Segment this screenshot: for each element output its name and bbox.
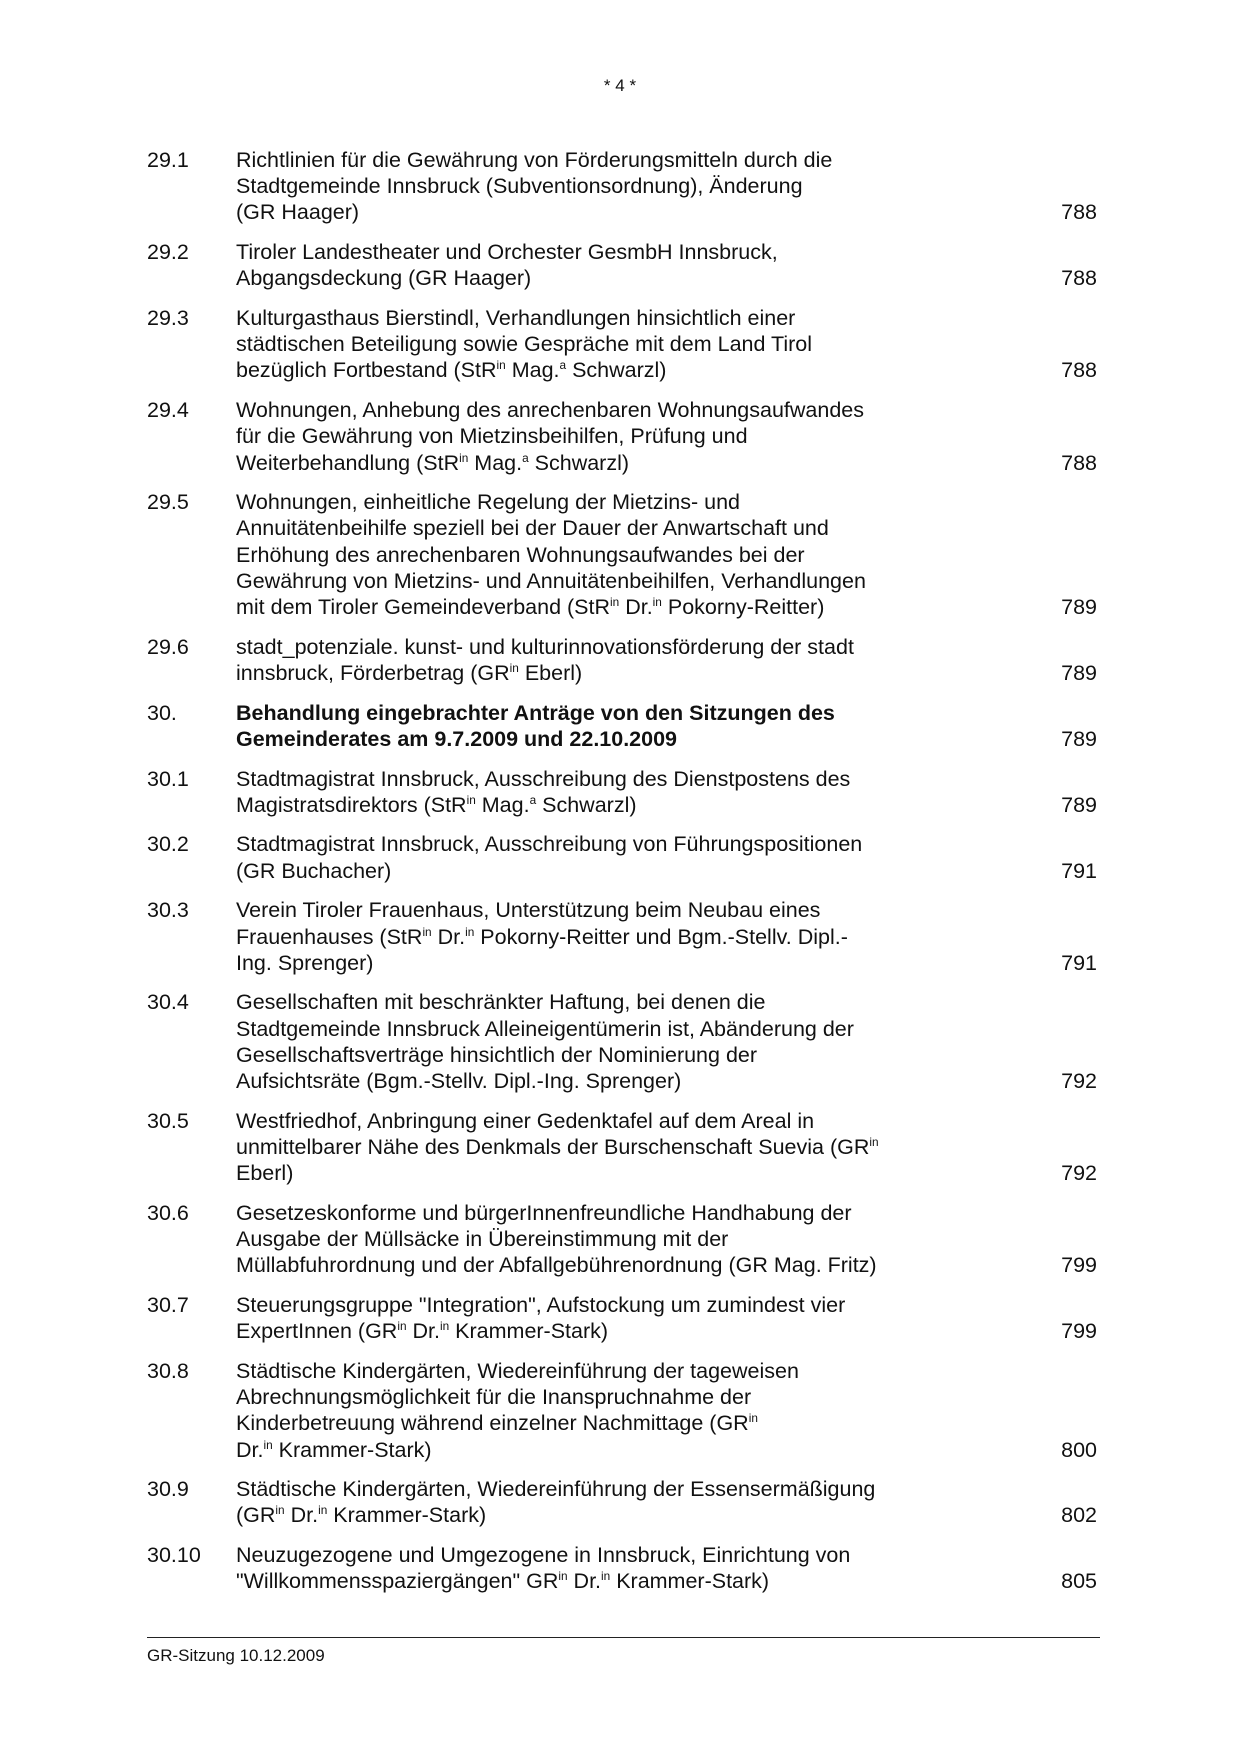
toc-entry-number: 29.4 [147, 398, 189, 423]
toc-entry-number: 30.8 [147, 1358, 189, 1383]
toc-entry-number: 29.3 [147, 306, 189, 331]
toc-entry-number: 30.5 [147, 1108, 189, 1133]
toc-entry [147, 1292, 1097, 1344]
toc-entry-page: 788 [1061, 266, 1097, 291]
toc-entry-title: Tiroler Landestheater und Orchester GesmbH Innsbruck, Abgangsdeckung (GR Haager) [236, 240, 778, 291]
toc-entry-page: 789 [1061, 726, 1097, 751]
toc-entry-title: Städtische Kindergärten, Wiedereinführung der Essensermäßigung ($GR^{in}$ Dr.$^{in}$ Krammer-Stark) [236, 1477, 876, 1528]
toc-entry-title: Kulturgasthaus Bierstindl, Verhandlungen hinsichtlich einer städtischen Beteiligung sowie Gespräche mit dem Land Tirol bezüglich Fortbestand (StR$^{in}$ Mag.$^a$ Schwarzl) [236, 306, 813, 383]
toc-entry-page: 789 [1061, 660, 1097, 685]
table-of-contents [147, 147, 1097, 1608]
toc-entry [147, 700, 1097, 752]
toc-entry [147, 1108, 1097, 1187]
toc-entry-page: 789 [1061, 792, 1097, 817]
toc-entry-number: 30.1 [147, 766, 189, 791]
toc-entry [147, 1200, 1097, 1279]
toc-entry [147, 766, 1097, 818]
toc-entry-page: 788 [1061, 200, 1097, 225]
toc-entry-number: 30.9 [147, 1477, 189, 1502]
toc-entry-page: 792 [1061, 1161, 1097, 1186]
toc-entry-number: 30.7 [147, 1293, 189, 1318]
toc-entry-title: Gesetzeskonforme und bürgerInnenfreundliche Handhabung der Ausgabe der Müllsäcke in Übereinstimmung mit der Müllabfuhrordnung und der Abfallgebührenordnung (GR Mag. Fritz) [236, 1200, 877, 1278]
footer-text: GR-Sitzung 10.12.2009 [147, 1646, 325, 1665]
toc-entry [147, 634, 1097, 686]
toc-entry-title: Behandlung eingebrachter Anträge von den Sitzungen des Gemeinderates am 9.7.2009 und 22.10.2009 [236, 700, 835, 751]
toc-entry [147, 1358, 1097, 1463]
toc-entry-number: 30.4 [147, 990, 189, 1015]
toc-entry-title: Steuerungsgruppe "Integration", Aufstockung um zumindest vier ExpertInnen ($GR^{in}$ Dr.$^{in}$ Krammer-Stark) [236, 1293, 846, 1344]
toc-entry-title: Gesellschaften mit beschränkter Haftung, bei denen die Stadtgemeinde Innsbruck Alleineigentümerin ist, Abänderung der Gesellschaftsverträge hinsichtlich der Nominierung der Aufsichtsräte (Bgm.-Stellv. Dipl.-Ing. Sprenger) [236, 990, 854, 1094]
toc-entry-title: stadt_potenziale. kunst- und kulturinnovationsförderung der stadt innsbruck, Förderbetrag ($GR^{in}$ Eberl) [236, 634, 854, 685]
toc-entry-number: 29.1 [147, 148, 189, 172]
toc-entry-title: Neuzugezogene und Umgezogene in Innsbruck, Einrichtung von "Willkommensspaziergängen" $GR^{in}$ Dr.$^{in}$ Krammer-Stark) [236, 1543, 851, 1594]
toc-entry-page: 788 [1061, 358, 1097, 383]
toc-entry-number: 29.2 [147, 240, 189, 265]
toc-entry-page: 791 [1061, 858, 1097, 883]
toc-entry [147, 305, 1097, 384]
toc-entry-page: 789 [1061, 595, 1097, 620]
toc-entry-page: 800 [1061, 1437, 1097, 1462]
toc-entry-title: Verein Tiroler Frauenhaus, Unterstützung beim Neubau eines Frauenhauses (StR$^{in}$ Dr.$^{in}$ Pokorny-Reitter und Bgm.-Stellv. Dipl.- Ing. Sprenger) [236, 898, 848, 975]
toc-entry-title: Städtische Kindergärten, Wiedereinführung der tageweisen Abrechnungsmöglichkeit für die Inanspruchnahme der Kinderbetreuung während einzelner Nachmittage ($GR^{in}$ Dr.$^{in}$ Krammer-Stark) [236, 1358, 799, 1462]
toc-entry-number: 30.3 [147, 898, 189, 923]
toc-entry-number: 29.6 [147, 634, 189, 659]
toc-entry [147, 239, 1097, 291]
toc-entry-title: Richtlinien für die Gewährung von Förderungsmitteln durch die Stadtgemeinde Innsbruck (Subventionsordnung), Änderung (GR Haager) [236, 148, 833, 225]
toc-entry-number: 30.2 [147, 832, 189, 857]
toc-entry-page: 799 [1061, 1253, 1097, 1278]
toc-entry-page: 792 [1061, 1069, 1097, 1094]
toc-entry [147, 989, 1097, 1094]
toc-entry-page: 791 [1061, 950, 1097, 975]
page-number: * 4 * [603, 76, 637, 95]
toc-entry [147, 397, 1097, 476]
toc-entry [147, 831, 1097, 883]
toc-entry-number: 30.6 [147, 1200, 189, 1225]
toc-entry-title: Stadtmagistrat Innsbruck, Ausschreibung von Führungspositionen (GR Buchacher) [236, 832, 863, 883]
toc-entry-page: 805 [1061, 1569, 1097, 1594]
toc-entry-number: 30.10 [147, 1543, 201, 1568]
toc-entry [147, 147, 1097, 226]
toc-entry [147, 489, 1097, 620]
toc-entry-page: 799 [1061, 1319, 1097, 1344]
toc-entry-title: Wohnungen, einheitliche Regelung der Mietzins- und Annuitätenbeihilfe speziell bei der Dauer der Anwartschaft und Erhöhung des anrechenbaren Wohnungsaufwandes bei der Gewährung von Mietzins- und Annuitätenbeihilfen, Verhandlungen mit dem Tiroler Gemeindeverband (StR$^{in}$ Dr.$^{in}$ Pokorny-Reitter) [236, 490, 866, 620]
toc-entry-title: Westfriedhof, Anbringung einer Gedenktafel auf dem Areal in unmittelbarer Nähe des Denkmals der Burschenschaft Suevia ($GR^{in}$ Eberl) [236, 1108, 879, 1186]
toc-entry [147, 1542, 1097, 1594]
toc-entry-title: Stadtmagistrat Innsbruck, Ausschreibung des Dienstpostens des Magistratsdirektors (StR$^{in}$ Mag.$^a$ Schwarzl) [236, 766, 851, 817]
toc-entry-page: 788 [1061, 450, 1097, 475]
toc-entry [147, 1476, 1097, 1528]
toc-entry [147, 897, 1097, 976]
toc-entry-title: Wohnungen, Anhebung des anrechenbaren Wohnungsaufwandes für die Gewährung von Mietzinsbeihilfen, Prüfung und Weiterbehandlung (StR$^{in}$ Mag.$^a$ Schwarzl) [236, 398, 864, 475]
toc-entry-number: 29.5 [147, 490, 189, 515]
toc-entry-page: 802 [1061, 1503, 1097, 1528]
toc-entry-number: 30. [147, 700, 177, 725]
footer-divider [147, 1637, 1100, 1638]
